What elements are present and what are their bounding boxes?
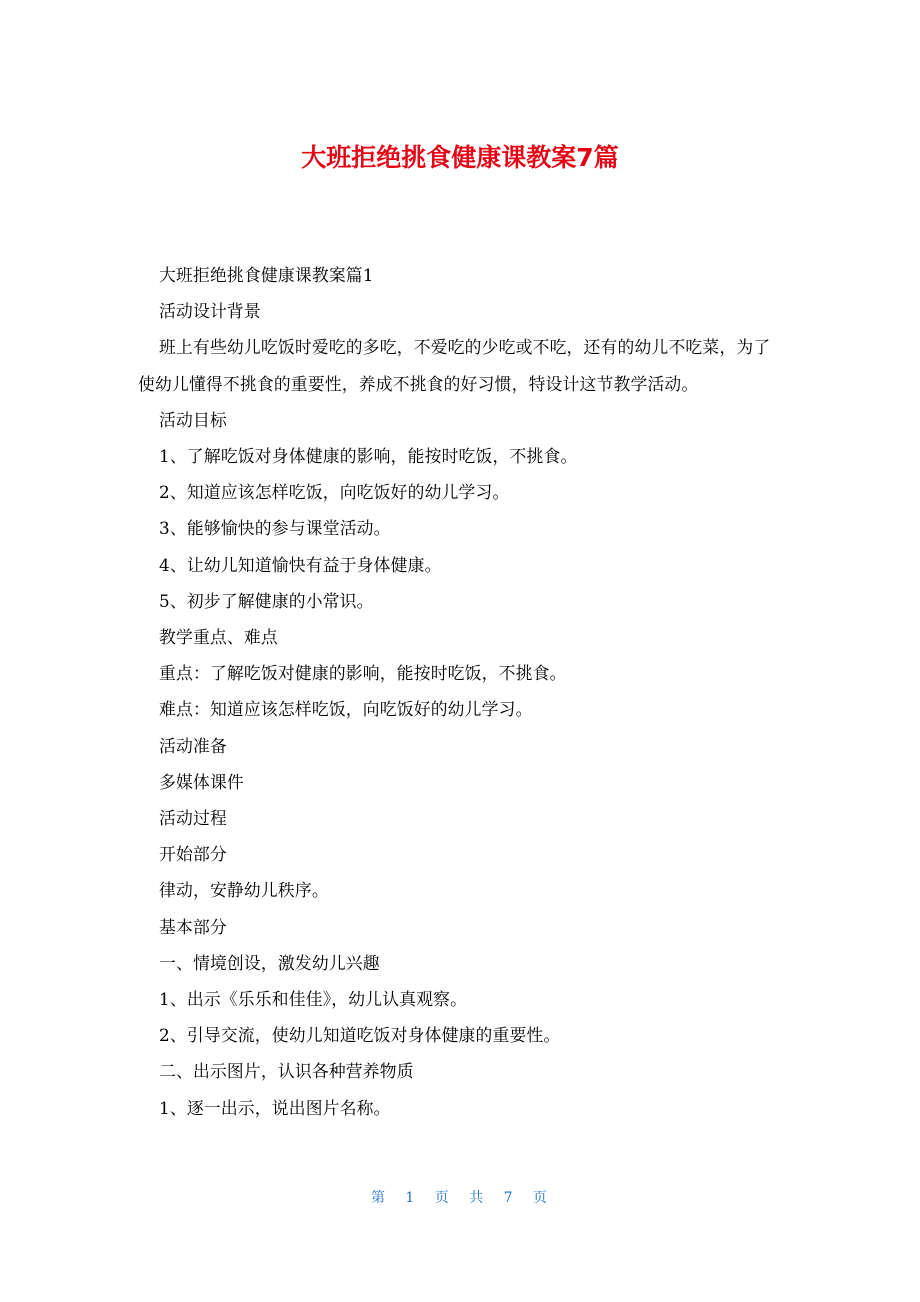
paragraph: 班上有些幼儿吃饭时爱吃的多吃，不爱吃的少吃或不吃，还有的幼儿不吃菜，为了使幼儿懂得不挑食的重要性，养成不挑食的好习惯，特设计这节教学活动。: [138, 337, 771, 394]
paragraph: 开始部分: [159, 844, 227, 865]
paragraph: 活动设计背景: [159, 301, 261, 322]
paragraph: 5、初步了解健康的小常识。: [159, 590, 374, 611]
paragraph: 1、出示《乐乐和佳佳》，幼儿认真观察。: [159, 989, 468, 1010]
paragraph: 活动过程: [159, 808, 227, 829]
paragraph: 一、情境创设，激发幼儿兴趣: [159, 952, 380, 973]
paragraph: 活动目标: [159, 409, 227, 430]
paragraph: 1、了解吃饭对身体健康的影响，能按时吃饭，不挑食。: [159, 446, 578, 467]
document-title: 大班拒绝挑食健康课教案7篇: [301, 143, 619, 172]
paragraph: 二、出示图片，认识各种营养物质: [159, 1061, 414, 1082]
paragraph: 重点：了解吃饭对健康的影响，能按时吃饭，不挑食。: [159, 663, 567, 684]
paragraph: 难点：知道应该怎样吃饭，向吃饭好的幼儿学习。: [159, 699, 533, 720]
paragraph: 4、让幼儿知道愉快有益于身体健康。: [159, 554, 442, 575]
paragraph: 2、引导交流，使幼儿知道吃饭对身体健康的重要性。: [159, 1025, 561, 1046]
paragraph: 基本部分: [159, 916, 227, 937]
paragraph: 大班拒绝挑食健康课教案篇1: [159, 265, 374, 285]
paragraph: 活动准备: [159, 735, 227, 756]
paragraph: 1、逐一出示，说出图片名称。: [159, 1097, 391, 1118]
document-body: [138, 257, 778, 1126]
paragraph: 2、知道应该怎样吃饭，向吃饭好的幼儿学习。: [159, 482, 510, 503]
paragraph: 多媒体课件: [159, 771, 244, 792]
paragraph: 教学重点、难点: [159, 627, 278, 648]
paragraph: 3、能够愉快的参与课堂活动。: [159, 518, 391, 539]
page-footer: 第 1 页 共 7 页: [370, 1190, 550, 1206]
paragraph: 律动，安静幼儿秩序。: [159, 880, 329, 901]
